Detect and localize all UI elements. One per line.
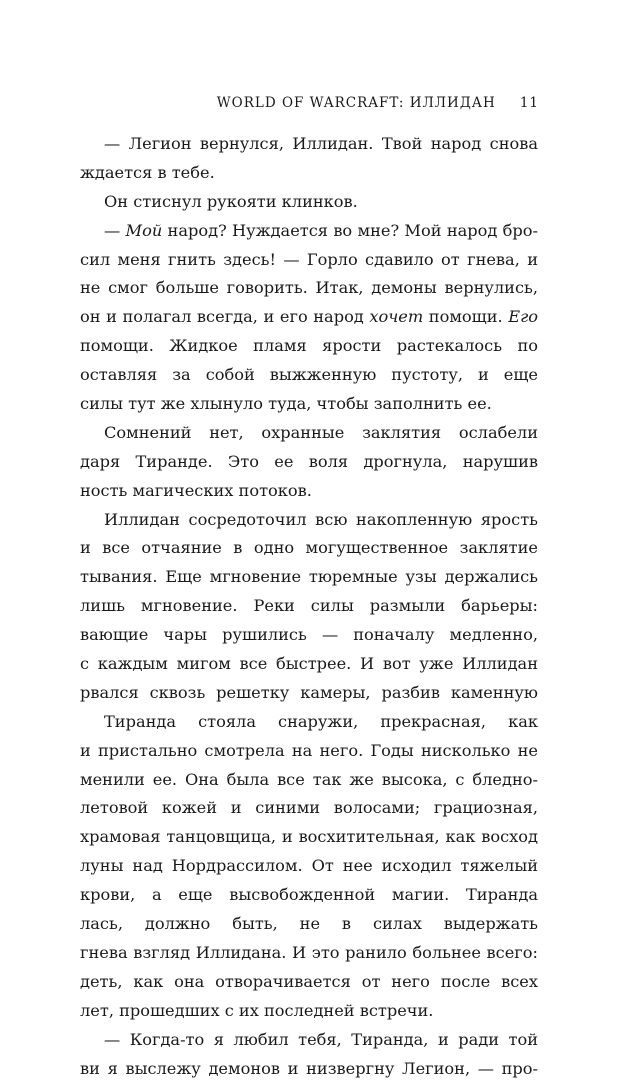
text-line: Он стиснул рукояти клинков. [80, 188, 538, 217]
text-line: менили ее. Она была все так же высока, с бледно- [80, 766, 538, 795]
text-line: силы тут же хлынуло туда, чтобы заполнить ее. [80, 390, 538, 419]
text-line: Иллидан сосредоточил всю накопленную ярость [80, 506, 538, 535]
text-line: Сомнений нет, охранные заклятия ослабели [80, 419, 538, 448]
text-line: даря Тиранде. Это ее воля дрогнула, нарушив [80, 448, 538, 477]
text-line: — Мой народ? Нуждается во мне? Мой народ бро- [80, 217, 538, 246]
text-line: лась, должно быть, не в силах выдержать [80, 910, 538, 939]
text-line: тывания. Еще мгновение тюремные узы держались [80, 563, 538, 592]
text-line: — Легион вернулся, Иллидан. Твой народ снова [80, 130, 538, 159]
text-line: деть, как она отворачивается от него после всех [80, 968, 538, 997]
text-line: летовой кожей и синими волосами; грациозная, [80, 794, 538, 823]
book-title: WORLD OF WARCRAFT: ИЛЛИДАН [217, 95, 496, 111]
text-line: Тиранда стояла снаружи, прекрасная, как [80, 708, 538, 737]
page-number: 11 [520, 95, 539, 111]
text-line: ность магических потоков. [80, 477, 538, 506]
text-line: он и полагал всегда, и его народ хочет помощи. Его [80, 303, 538, 332]
running-header [217, 95, 539, 111]
text-line: рвался сквозь решетку камеры, разбив каменную [80, 679, 538, 708]
text-line: лет, прошедших с их последней встречи. [80, 997, 538, 1026]
body-text [80, 130, 538, 1083]
text-line: и пристально смотрела на него. Годы нисколько не [80, 737, 538, 766]
text-line: крови, а еще высвобожденной магии. Тиранда [80, 881, 538, 910]
text-line: ви я выслежу демонов и низвергну Легион, — про- [80, 1055, 538, 1083]
text-line: гнева взгляд Иллидана. И это ранило больнее всего: [80, 939, 538, 968]
text-line: с каждым мигом все быстрее. И вот уже Иллидан [80, 650, 538, 679]
text-line: не смог больше говорить. Итак, демоны вернулись, [80, 274, 538, 303]
text-line: помощи. Жидкое пламя ярости растекалось по [80, 332, 538, 361]
text-line: — Когда-то я любил тебя, Тиранда, и ради той [80, 1026, 538, 1055]
text-line: ждается в тебе. [80, 159, 538, 188]
text-line: оставляя за собой выжженную пустоту, и еще [80, 361, 538, 390]
text-line: луны над Нордрассилом. От нее исходил тяжелый [80, 852, 538, 881]
text-line: и все отчаяние в одно могущественное заклятие [80, 534, 538, 563]
text-line: лишь мгновение. Реки силы размыли барьеры: [80, 592, 538, 621]
text-line: вающие чары рушились — поначалу медленно, [80, 621, 538, 650]
text-line: сил меня гнить здесь! — Горло сдавило от гнева, и [80, 246, 538, 275]
text-line: храмовая танцовщица, и восхитительная, как восход [80, 823, 538, 852]
